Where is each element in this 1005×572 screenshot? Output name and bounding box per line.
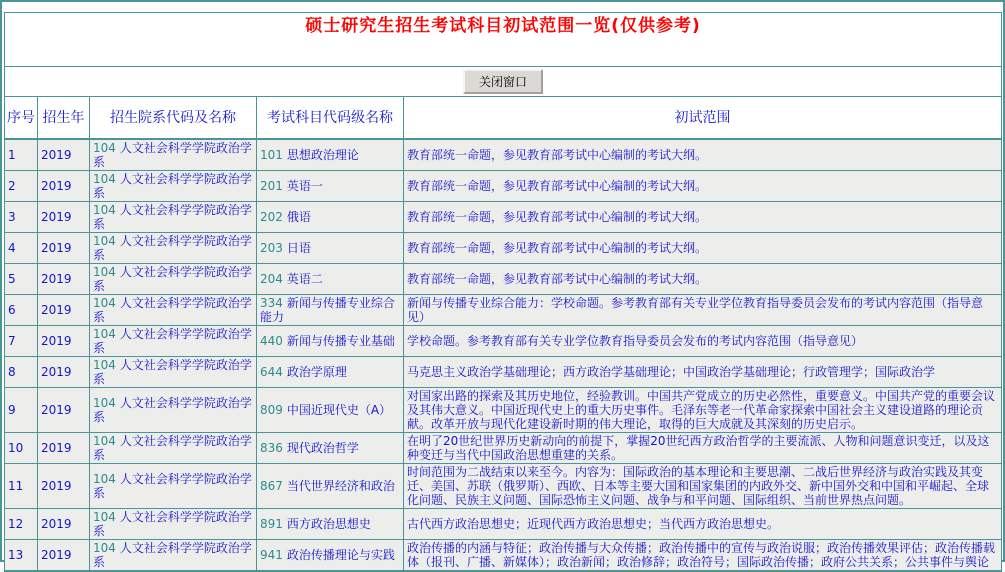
subject-name: 现代政治哲学: [286, 440, 359, 455]
row-number: 2: [5, 170, 38, 201]
subject-cell: [257, 387, 404, 432]
row-number: 13: [5, 539, 38, 571]
table-row: [5, 294, 1002, 325]
row-number: 3: [5, 201, 38, 232]
subject-name: 英语二: [286, 271, 323, 286]
row-number: 10: [5, 432, 38, 463]
department-name: 人文社会科学学院政治学系: [93, 326, 252, 355]
row-number: 4: [5, 232, 38, 263]
department-code: 104: [93, 233, 116, 248]
department-cell: [90, 201, 257, 232]
subject-code: 203: [260, 240, 283, 255]
department-code: 104: [93, 395, 116, 410]
table-row: [5, 539, 1002, 571]
enroll-year: 2019: [38, 325, 90, 356]
subject-cell: [257, 539, 404, 571]
enroll-year: 2019: [38, 508, 90, 539]
exam-range: 教育部统一命题，参见教育部考试中心编制的考试大纲。: [404, 201, 1002, 232]
department-code: 104: [93, 326, 116, 341]
subject-code: 440: [260, 333, 283, 348]
department-name: 人文社会科学学院政治学系: [93, 264, 252, 293]
subject-code: 204: [260, 271, 283, 286]
department-name: 人文社会科学学院政治学系: [93, 471, 252, 500]
department-code: 104: [93, 171, 116, 186]
exam-range: 教育部统一命题，参见教育部考试中心编制的考试大纲。: [404, 170, 1002, 201]
subject-name: 当代世界经济和政治: [286, 478, 395, 493]
department-name: 人文社会科学学院政治学系: [93, 433, 252, 462]
exam-range: 对国家出路的探索及其历史地位，经验教训。中国共产党成立的历史必然性，重要意义。中国共产党的重要会议及其伟大意义。中国近现代史上的重大历史事件。毛泽东等老一代革命家探索中国社会主义建设道路的理论贡献。改革开放与现代化建设新时期的伟大理论，取得的巨大成就及其深刻的历史启示。: [404, 387, 1002, 432]
department-name: 人文社会科学学院政治学系: [93, 140, 252, 169]
table-header-row: [5, 97, 1002, 139]
department-name: 人文社会科学学院政治学系: [93, 233, 252, 262]
department-cell: [90, 387, 257, 432]
exam-range: 学校命题。参考教育部有关专业学位教育指导委员会发布的考试内容范围（指导意见）: [404, 325, 1002, 356]
table-row: [5, 432, 1002, 463]
button-cell: [5, 67, 1002, 97]
table-row: [5, 263, 1002, 294]
subject-name: 新闻与传播专业综合能力: [260, 295, 395, 324]
department-name: 人文社会科学学院政治学系: [93, 509, 252, 538]
department-cell: [90, 463, 257, 508]
subject-code: 891: [260, 516, 283, 531]
column-header-range: 初试范围: [404, 97, 1002, 139]
department-cell: [90, 170, 257, 201]
enroll-year: 2019: [38, 294, 90, 325]
subject-code: 644: [260, 364, 283, 379]
title-row: [5, 13, 1002, 67]
department-name: 人文社会科学学院政治学系: [93, 295, 252, 324]
row-number: 5: [5, 263, 38, 294]
subject-name: 新闻与传播专业基础: [286, 333, 395, 348]
enroll-year: 2019: [38, 387, 90, 432]
row-number: 12: [5, 508, 38, 539]
department-code: 104: [93, 264, 116, 279]
table-row: [5, 325, 1002, 356]
department-code: 104: [93, 295, 116, 310]
subject-name: 西方政治思想史: [286, 516, 371, 531]
subject-cell: [257, 432, 404, 463]
subject-cell: [257, 325, 404, 356]
exam-range: 在明了20世纪世界历史新动向的前提下，掌握20世纪西方政治哲学的主要流派、人物和问题意识变迁，以及这种变迁与当代中国政治思想重建的关系。: [404, 432, 1002, 463]
close-window-button[interactable]: 关闭窗口: [463, 69, 543, 94]
page-title: 硕士研究生招生考试科目初试范围一览(仅供参考): [305, 16, 701, 36]
exam-range: 时间范围为二战结束以来至今。内容为：国际政治的基本理论和主要思潮、二战后世界经济与政治实践及其变迁、美国、苏联（俄罗斯）、西欧、日本等主要大国和国家集团的内政外交、新中国外交和中国和平崛起、全球化问题、民族主义问题、国际恐怖主义问题、战争与和平问题、国际组织、当前世界热点问题。: [404, 463, 1002, 508]
exam-range: 古代西方政治思想史；近现代西方政治思想史；当代西方政治思想史。: [404, 508, 1002, 539]
enroll-year: 2019: [38, 539, 90, 571]
row-number: 11: [5, 463, 38, 508]
enroll-year: 2019: [38, 170, 90, 201]
subject-code: 101: [260, 147, 283, 162]
exam-range: 教育部统一命题，参见教育部考试中心编制的考试大纲。: [404, 232, 1002, 263]
enroll-year: 2019: [38, 232, 90, 263]
department-name: 人文社会科学学院政治学系: [93, 395, 252, 424]
enroll-year: 2019: [38, 139, 90, 171]
subject-code: 941: [260, 547, 283, 562]
department-cell: [90, 232, 257, 263]
subject-code: 334: [260, 295, 283, 310]
table-row: [5, 463, 1002, 508]
subject-cell: [257, 356, 404, 387]
enroll-year: 2019: [38, 263, 90, 294]
subject-cell: [257, 170, 404, 201]
subject-cell: [257, 139, 404, 171]
department-cell: [90, 263, 257, 294]
department-name: 人文社会科学学院政治学系: [93, 171, 252, 200]
department-code: 104: [93, 433, 116, 448]
button-row: [5, 67, 1002, 97]
subject-cell: [257, 463, 404, 508]
row-number: 9: [5, 387, 38, 432]
row-number: 6: [5, 294, 38, 325]
exam-range: 马克思主义政治学基础理论；西方政治学基础理论；中国政治学基础理论；行政管理学；国际政治学: [404, 356, 1002, 387]
subject-name: 中国近现代史（A）: [286, 402, 392, 417]
row-number: 1: [5, 139, 38, 171]
subject-code: 867: [260, 478, 283, 493]
subject-cell: [257, 263, 404, 294]
subject-name: 思想政治理论: [286, 147, 359, 162]
table-row: [5, 170, 1002, 201]
subject-cell: [257, 508, 404, 539]
row-number: 7: [5, 325, 38, 356]
enroll-year: 2019: [38, 463, 90, 508]
subject-name: 政治传播理论与实践: [286, 547, 395, 562]
department-name: 人文社会科学学院政治学系: [93, 357, 252, 386]
exam-range: 新闻与传播专业综合能力：学校命题。参考教育部有关专业学位教育指导委员会发布的考试内容范围（指导意见）: [404, 294, 1002, 325]
subject-cell: [257, 294, 404, 325]
table-row: [5, 232, 1002, 263]
exam-range: 政治传播的内涵与特征；政治传播与大众传播；政治传播中的宣传与政治说服；政治传播效果评估；政治传播载体（报刊、广播、新媒体）；政治新闻；政治修辞；政治符号；国际政治传播；政府公共关系；公共事件与舆论: [404, 539, 1002, 571]
row-number: 8: [5, 356, 38, 387]
exam-range: 教育部统一命题，参见教育部考试中心编制的考试大纲。: [404, 263, 1002, 294]
department-cell: [90, 356, 257, 387]
department-cell: [90, 294, 257, 325]
table-row: [5, 201, 1002, 232]
column-header-department: 招生院系代码及名称: [90, 97, 257, 139]
subject-name: 英语一: [286, 178, 323, 193]
department-code: 104: [93, 540, 116, 555]
subject-name: 政治学原理: [286, 364, 347, 379]
department-name: 人文社会科学学院政治学系: [93, 540, 252, 569]
department-code: 104: [93, 471, 116, 486]
subject-code: 202: [260, 209, 283, 224]
department-cell: [90, 508, 257, 539]
table-row: [5, 508, 1002, 539]
department-code: 104: [93, 202, 116, 217]
enroll-year: 2019: [38, 432, 90, 463]
exam-subjects-table: [4, 12, 1002, 572]
department-cell: [90, 539, 257, 571]
department-name: 人文社会科学学院政治学系: [93, 202, 252, 231]
subject-cell: [257, 232, 404, 263]
enroll-year: 2019: [38, 201, 90, 232]
subject-code: 201: [260, 178, 283, 193]
subject-name: 日语: [286, 240, 311, 255]
column-header-seq: 序号: [5, 97, 38, 139]
column-header-year: 招生年: [38, 97, 90, 139]
subject-code: 809: [260, 402, 283, 417]
table-row: [5, 139, 1002, 171]
subject-name: 俄语: [286, 209, 311, 224]
title-cell: [5, 13, 1002, 67]
enroll-year: 2019: [38, 356, 90, 387]
department-cell: [90, 432, 257, 463]
table-row: [5, 387, 1002, 432]
subject-cell: [257, 201, 404, 232]
table-row: [5, 356, 1002, 387]
department-code: 104: [93, 509, 116, 524]
exam-range: 教育部统一命题，参见教育部考试中心编制的考试大纲。: [404, 139, 1002, 171]
department-cell: [90, 325, 257, 356]
department-cell: [90, 139, 257, 171]
subject-code: 836: [260, 440, 283, 455]
column-header-subject: 考试科目代码级名称: [257, 97, 404, 139]
department-code: 104: [93, 140, 116, 155]
department-code: 104: [93, 357, 116, 372]
